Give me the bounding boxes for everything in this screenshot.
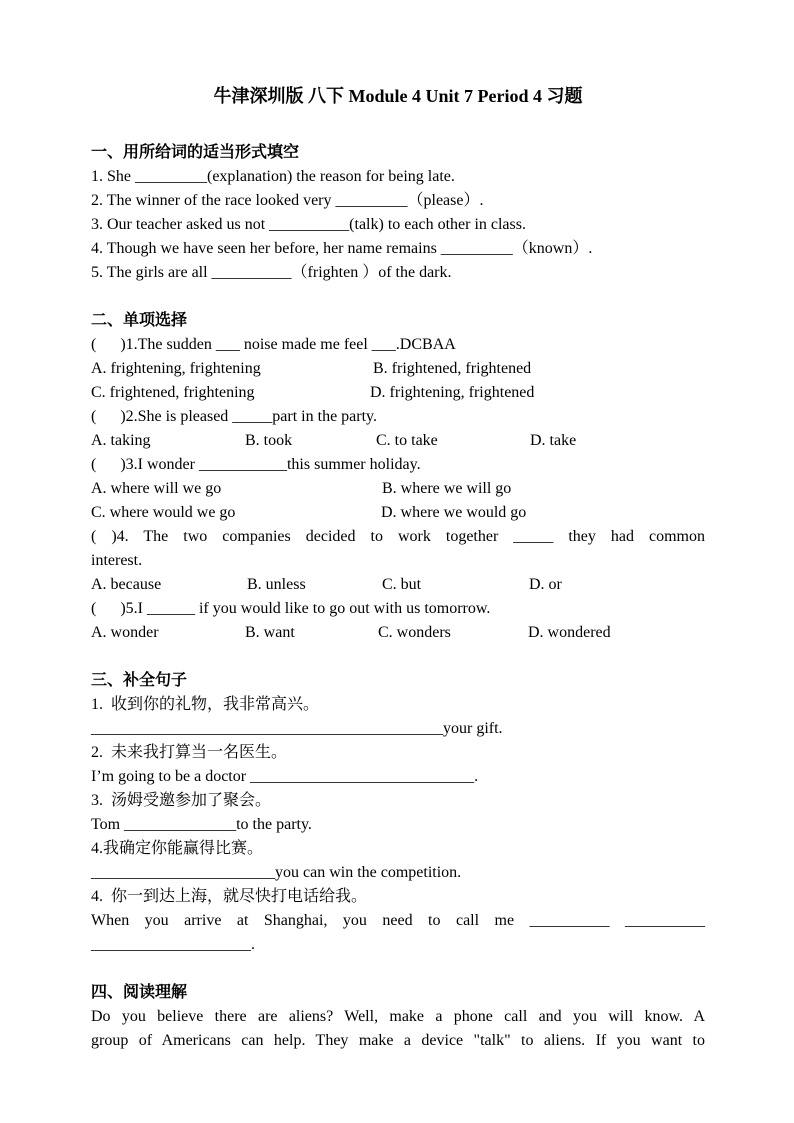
sentence-5-chinese: 4. 你一到达上海，就尽快打电话给我。 xyxy=(91,888,368,905)
fill-blank-item-3: 3. Our teacher asked us not __________(talk) to each other in class. xyxy=(91,216,526,233)
sentence-2-chinese: 2. 未来我打算当一名医生。 xyxy=(91,744,288,761)
worksheet xyxy=(91,84,705,1053)
section1-heading: 一、用所给词的适当形式填空 xyxy=(91,144,300,161)
reading-paragraph-line-2: group of Americans can help. They make a device "talk" to aliens. If you want to xyxy=(91,1032,705,1049)
option-d: D. or xyxy=(529,576,562,593)
sentence-3-chinese: 3. 汤姆受邀参加了聚会。 xyxy=(91,792,272,809)
sentence-3-english: Tom ______________to the party. xyxy=(91,816,312,833)
option-d: D. take xyxy=(530,432,577,449)
question-4-stem-cont: interest. xyxy=(91,552,143,569)
question-1-stem: ( )1.The sudden ___ noise made me feel ___.DCBAA xyxy=(91,336,456,353)
question-1-options-ab xyxy=(91,357,705,381)
question-1-options-cd xyxy=(91,381,705,405)
option-a: A. wonder xyxy=(91,624,159,641)
section3-heading: 三、补全句子 xyxy=(91,672,188,689)
sentence-4-chinese: 4.我确定你能赢得比赛。 xyxy=(91,840,264,857)
sentence-2-english: I’m going to be a doctor ____________________________. xyxy=(91,768,479,785)
sentence-1-chinese: 1. 收到你的礼物，我非常高兴。 xyxy=(91,696,320,713)
fill-blank-item-1: 1. She _________(explanation) the reason for being late. xyxy=(91,168,455,185)
option-a: A. frightening, frightening xyxy=(91,360,261,377)
option-b: B. frightened, frightened xyxy=(373,360,532,377)
question-3-options-cd xyxy=(91,501,705,525)
question-4-stem: ( )4. The two companies decided to work together _____ they had common xyxy=(91,528,705,545)
option-b: B. unless xyxy=(247,576,306,593)
option-b: B. want xyxy=(245,624,295,641)
option-a: A. taking xyxy=(91,432,151,449)
question-3-stem: ( )3.I wonder ___________this summer holiday. xyxy=(91,456,421,473)
option-b: B. took xyxy=(245,432,293,449)
option-b: B. where we will go xyxy=(382,480,512,497)
option-a: A. where will we go xyxy=(91,480,222,497)
option-c: C. but xyxy=(382,576,422,593)
option-c: C. wonders xyxy=(378,624,451,641)
question-5-stem: ( )5.I ______ if you would like to go out with us tomorrow. xyxy=(91,600,491,617)
sentence-1-english: ____________________________________________your gift. xyxy=(91,720,503,737)
spacer xyxy=(91,645,705,669)
question-2-options xyxy=(91,429,705,453)
option-c: C. to take xyxy=(376,432,438,449)
option-d: D. wondered xyxy=(528,624,611,641)
fill-blank-item-2: 2. The winner of the race looked very _________（please）. xyxy=(91,192,484,209)
page-title: 牛津深圳版 八下 Module 4 Unit 7 Period 4 习题 xyxy=(213,86,583,106)
option-c: C. frightened, frightening xyxy=(91,384,255,401)
sentence-4-english: _______________________you can win the competition. xyxy=(91,864,462,881)
fill-blank-item-5: 5. The girls are all __________（frighten ）of the dark. xyxy=(91,264,452,281)
question-5-options xyxy=(91,621,705,645)
spacer xyxy=(91,285,705,309)
option-a: A. because xyxy=(91,576,162,593)
sentence-5-english: When you arrive at Shanghai, you need to call me __________ __________ xyxy=(91,912,705,929)
section4-heading: 四、阅读理解 xyxy=(91,984,188,1001)
spacer xyxy=(91,957,705,981)
reading-paragraph-line-1: Do you believe there are aliens? Well, make a phone call and you will know. A xyxy=(91,1008,705,1025)
section2-heading: 二、单项选择 xyxy=(91,312,188,329)
sentence-5-english-cont: ____________________. xyxy=(91,936,255,953)
option-c: C. where would we go xyxy=(91,504,236,521)
fill-blank-item-4: 4. Though we have seen her before, her name remains _________（known）. xyxy=(91,240,593,257)
question-3-options-ab xyxy=(91,477,705,501)
question-2-stem: ( )2.She is pleased _____part in the party. xyxy=(91,408,378,425)
option-d: D. frightening, frightened xyxy=(370,384,535,401)
question-4-options xyxy=(91,573,705,597)
option-d: D. where we would go xyxy=(381,504,527,521)
